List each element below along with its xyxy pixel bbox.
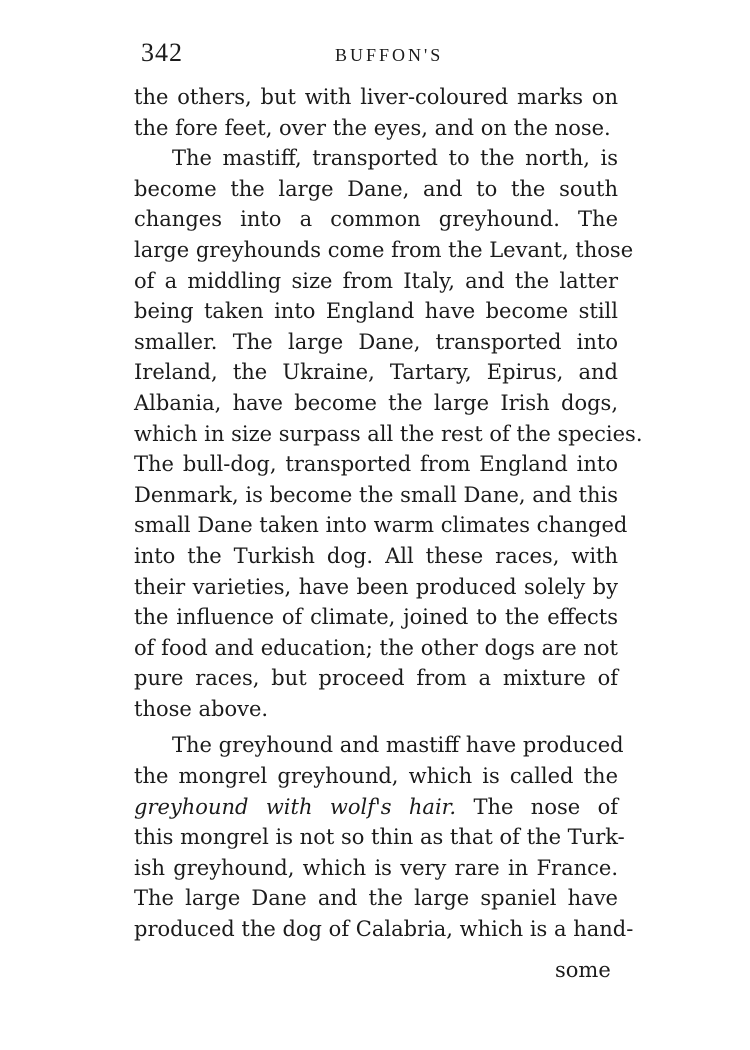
text-line: changes into a common greyhound. The [134, 207, 618, 232]
text-line: Ireland, the Ukraine, Tartary, Epirus, and [134, 360, 618, 385]
text-line: small Dane taken into warm climates changed [134, 513, 628, 538]
catchword: some [555, 958, 611, 982]
text-line: Denmark, is become the small Dane, and this [134, 482, 618, 507]
text-line: Albania, have become the large Irish dogs, [134, 390, 618, 415]
text-line: those above. [134, 696, 269, 721]
text-line: the others, but with liver-coloured marks on [134, 85, 618, 109]
text-line-with-italic [134, 792, 618, 823]
text-line: of food and education; the other dogs are not [134, 635, 618, 660]
text-line: become the large Dane, and to the south [134, 176, 618, 201]
text-line: into the Turkish dog. All these races, with [134, 543, 618, 568]
text-line: this mongrel is not so thin as that of the Turk- [134, 825, 625, 850]
text-line: large greyhounds come from the Levant, those [134, 237, 634, 262]
text-line: The large Dane and the large spaniel have [134, 886, 618, 911]
text-line: the mongrel greyhound, which is called the [134, 764, 618, 789]
text-line: which in size surpass all the rest of the species. [134, 421, 643, 446]
page-number: 342 [141, 38, 183, 67]
text-line: produced the dog of Calabria, which is a hand- [134, 917, 634, 942]
italic-phrase: greyhound with wolf's hair. [134, 794, 457, 819]
text-line: pure races, but proceed from a mixture of [134, 666, 618, 691]
text-span: The nose of [456, 794, 618, 819]
text-line: of a middling size from Italy, and the latter [134, 268, 618, 293]
text-line: smaller. The large Dane, transported into [134, 329, 618, 354]
text-line: ish greyhound, which is very rare in France. [134, 855, 618, 880]
text-line: The bull-dog, transported from England into [134, 452, 618, 477]
text-line: The greyhound and mastiff have produced [172, 733, 624, 758]
text-line: The mastiff, transported to the north, is [172, 146, 618, 171]
text-line: the influence of climate, joined to the effects [134, 605, 618, 630]
text-line: their varieties, have been produced solely by [134, 574, 618, 599]
text-line: being taken into England have become still [134, 299, 618, 324]
text-line: the fore feet, over the eyes, and on the nose. [134, 115, 611, 140]
running-head: BUFFON'S [335, 45, 444, 65]
body-text [134, 82, 643, 945]
